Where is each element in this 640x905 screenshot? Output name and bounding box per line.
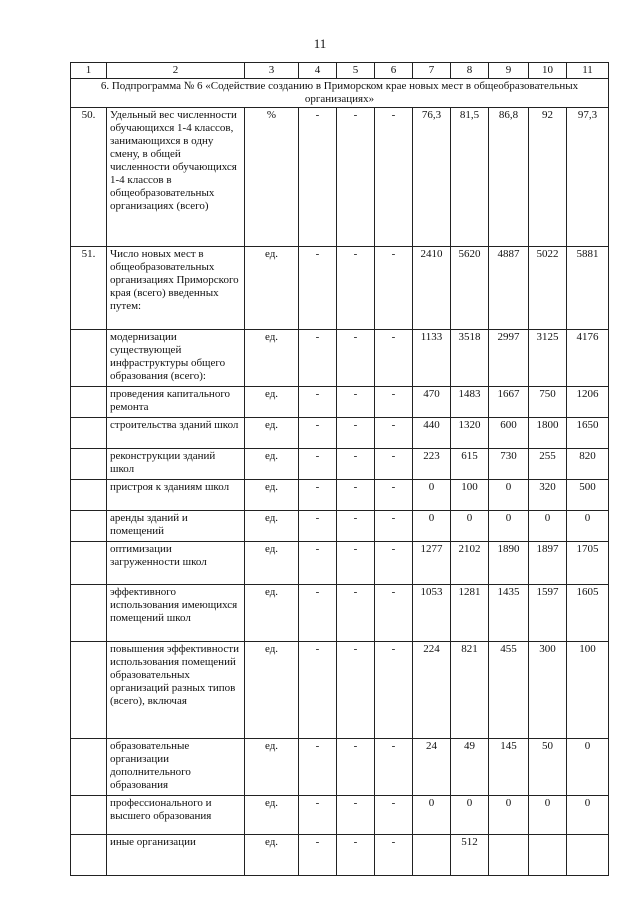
value-cell: 2997 xyxy=(489,330,529,387)
indicator-name: проведения капитального ремонта xyxy=(107,387,245,418)
value-cell: - xyxy=(337,585,375,642)
column-header: 10 xyxy=(529,63,567,79)
value-cell xyxy=(489,835,529,876)
indicator-name: Удельный вес численности обучающихся 1-4 классов, занимающихся в одну смену, в общей численности обучающихся 1-4 классов в общеобразовательных организациях (всего) xyxy=(107,108,245,247)
value-cell: 255 xyxy=(529,449,567,480)
value-cell: - xyxy=(299,796,337,835)
value-cell: - xyxy=(337,642,375,739)
row-number xyxy=(71,642,107,739)
value-cell: 100 xyxy=(451,480,489,511)
value-cell: - xyxy=(337,387,375,418)
row-number xyxy=(71,835,107,876)
value-cell: 100 xyxy=(567,642,609,739)
value-cell: - xyxy=(299,585,337,642)
value-cell: - xyxy=(337,330,375,387)
value-cell: 1435 xyxy=(489,585,529,642)
indicator-name: оптимизации загруженности школ xyxy=(107,542,245,585)
column-header: 1 xyxy=(71,63,107,79)
table-row xyxy=(71,330,609,387)
value-cell: 5881 xyxy=(567,247,609,330)
row-number xyxy=(71,480,107,511)
value-cell: 730 xyxy=(489,449,529,480)
table-row xyxy=(71,835,609,876)
row-number xyxy=(71,449,107,480)
row-number xyxy=(71,418,107,449)
value-cell: 820 xyxy=(567,449,609,480)
value-cell: - xyxy=(337,511,375,542)
value-cell xyxy=(529,835,567,876)
value-cell: - xyxy=(299,480,337,511)
row-number xyxy=(71,511,107,542)
column-header: 4 xyxy=(299,63,337,79)
value-cell: - xyxy=(375,449,413,480)
value-cell: 1281 xyxy=(451,585,489,642)
value-cell: 1053 xyxy=(413,585,451,642)
section-title: 6. Подпрограмма № 6 «Содействие созданию в Приморском крае новых мест в общеобразовательных организациях» xyxy=(71,79,609,108)
value-cell: - xyxy=(375,739,413,796)
value-cell: 600 xyxy=(489,418,529,449)
value-cell: 1705 xyxy=(567,542,609,585)
value-cell: 1800 xyxy=(529,418,567,449)
value-cell: - xyxy=(375,480,413,511)
value-cell: - xyxy=(375,330,413,387)
row-number xyxy=(71,739,107,796)
value-cell: 1897 xyxy=(529,542,567,585)
value-cell: - xyxy=(299,418,337,449)
value-cell: 320 xyxy=(529,480,567,511)
value-cell: 5620 xyxy=(451,247,489,330)
unit-cell: ед. xyxy=(245,585,299,642)
value-cell: 1605 xyxy=(567,585,609,642)
unit-cell: ед. xyxy=(245,739,299,796)
value-cell xyxy=(567,835,609,876)
row-number: 50. xyxy=(71,108,107,247)
value-cell: 1667 xyxy=(489,387,529,418)
table-row xyxy=(71,642,609,739)
row-number xyxy=(71,542,107,585)
table-row xyxy=(71,739,609,796)
value-cell: - xyxy=(375,835,413,876)
value-cell: 1133 xyxy=(413,330,451,387)
value-cell: 1483 xyxy=(451,387,489,418)
value-cell: 0 xyxy=(489,796,529,835)
value-cell: 49 xyxy=(451,739,489,796)
indicator-name: эффективного использования имеющихся помещений школ xyxy=(107,585,245,642)
unit-cell: ед. xyxy=(245,835,299,876)
value-cell: 81,5 xyxy=(451,108,489,247)
value-cell: 615 xyxy=(451,449,489,480)
value-cell: 0 xyxy=(451,796,489,835)
unit-cell: ед. xyxy=(245,330,299,387)
value-cell: - xyxy=(299,511,337,542)
column-header: 6 xyxy=(375,63,413,79)
value-cell: - xyxy=(375,247,413,330)
value-cell: - xyxy=(337,247,375,330)
unit-cell: ед. xyxy=(245,418,299,449)
value-cell: - xyxy=(337,418,375,449)
value-cell: - xyxy=(299,387,337,418)
unit-cell: ед. xyxy=(245,480,299,511)
value-cell: 512 xyxy=(451,835,489,876)
value-cell: 0 xyxy=(567,739,609,796)
indicator-name: реконструкции зданий школ xyxy=(107,449,245,480)
value-cell: - xyxy=(299,247,337,330)
value-cell: 24 xyxy=(413,739,451,796)
value-cell: 86,8 xyxy=(489,108,529,247)
column-header: 5 xyxy=(337,63,375,79)
value-cell: 1206 xyxy=(567,387,609,418)
value-cell: 4887 xyxy=(489,247,529,330)
column-header: 8 xyxy=(451,63,489,79)
value-cell: - xyxy=(375,542,413,585)
column-header: 11 xyxy=(567,63,609,79)
indicator-name: пристроя к зданиям школ xyxy=(107,480,245,511)
value-cell: 0 xyxy=(451,511,489,542)
value-cell: - xyxy=(337,480,375,511)
value-cell: 470 xyxy=(413,387,451,418)
unit-cell: % xyxy=(245,108,299,247)
indicator-name: аренды зданий и помещений xyxy=(107,511,245,542)
value-cell: 0 xyxy=(567,796,609,835)
value-cell: 76,3 xyxy=(413,108,451,247)
value-cell: 223 xyxy=(413,449,451,480)
value-cell: - xyxy=(337,542,375,585)
value-cell: - xyxy=(337,108,375,247)
column-header: 7 xyxy=(413,63,451,79)
table-row xyxy=(71,247,609,330)
value-cell: 455 xyxy=(489,642,529,739)
indicator-name: образовательные организации дополнительного образования xyxy=(107,739,245,796)
value-cell: - xyxy=(375,108,413,247)
table-row xyxy=(71,796,609,835)
indicator-name: строительства зданий школ xyxy=(107,418,245,449)
value-cell: 92 xyxy=(529,108,567,247)
value-cell: - xyxy=(299,739,337,796)
unit-cell: ед. xyxy=(245,511,299,542)
value-cell: 0 xyxy=(529,796,567,835)
value-cell: 0 xyxy=(529,511,567,542)
column-header: 9 xyxy=(489,63,529,79)
indicator-name: профессионального и высшего образования xyxy=(107,796,245,835)
value-cell: 1890 xyxy=(489,542,529,585)
value-cell: 0 xyxy=(489,511,529,542)
value-cell: - xyxy=(375,387,413,418)
value-cell: 750 xyxy=(529,387,567,418)
value-cell: 1277 xyxy=(413,542,451,585)
value-cell: 2102 xyxy=(451,542,489,585)
column-header: 3 xyxy=(245,63,299,79)
value-cell: 300 xyxy=(529,642,567,739)
table-row xyxy=(71,511,609,542)
value-cell: 2410 xyxy=(413,247,451,330)
indicator-name: Число новых мест в общеобразовательных организациях Приморского края (всего) введенных путем: xyxy=(107,247,245,330)
unit-cell: ед. xyxy=(245,387,299,418)
value-cell: 145 xyxy=(489,739,529,796)
value-cell: - xyxy=(299,449,337,480)
table-row xyxy=(71,542,609,585)
indicator-name: модернизации существующей инфраструктуры общего образования (всего): xyxy=(107,330,245,387)
indicator-name: иные организации xyxy=(107,835,245,876)
value-cell: 0 xyxy=(489,480,529,511)
row-number xyxy=(71,585,107,642)
value-cell: 97,3 xyxy=(567,108,609,247)
unit-cell: ед. xyxy=(245,542,299,585)
column-header: 2 xyxy=(107,63,245,79)
row-number: 51. xyxy=(71,247,107,330)
value-cell: - xyxy=(299,108,337,247)
value-cell: 224 xyxy=(413,642,451,739)
value-cell: 50 xyxy=(529,739,567,796)
value-cell: 0 xyxy=(413,796,451,835)
value-cell: 3125 xyxy=(529,330,567,387)
value-cell: - xyxy=(375,511,413,542)
row-number xyxy=(71,330,107,387)
value-cell: 1650 xyxy=(567,418,609,449)
row-number xyxy=(71,796,107,835)
value-cell xyxy=(413,835,451,876)
value-cell: - xyxy=(337,449,375,480)
value-cell: - xyxy=(299,330,337,387)
unit-cell: ед. xyxy=(245,796,299,835)
table-row xyxy=(71,418,609,449)
indicators-table xyxy=(70,62,609,876)
value-cell: - xyxy=(337,739,375,796)
section-row xyxy=(71,79,609,108)
table-row xyxy=(71,449,609,480)
value-cell: 0 xyxy=(413,511,451,542)
table-row xyxy=(71,387,609,418)
table-row xyxy=(71,108,609,247)
table-row xyxy=(71,480,609,511)
value-cell: 1597 xyxy=(529,585,567,642)
header-row xyxy=(71,63,609,79)
indicator-name: повышения эффективности использования помещений образовательных организаций разных типов (всего), включая xyxy=(107,642,245,739)
value-cell: 0 xyxy=(567,511,609,542)
unit-cell: ед. xyxy=(245,247,299,330)
value-cell: 0 xyxy=(413,480,451,511)
value-cell: - xyxy=(299,835,337,876)
value-cell: 3518 xyxy=(451,330,489,387)
value-cell: - xyxy=(375,418,413,449)
value-cell: 4176 xyxy=(567,330,609,387)
value-cell: 821 xyxy=(451,642,489,739)
page-number: 11 xyxy=(313,36,327,51)
value-cell: - xyxy=(375,642,413,739)
row-number xyxy=(71,387,107,418)
value-cell: - xyxy=(299,542,337,585)
value-cell: - xyxy=(375,585,413,642)
value-cell: 1320 xyxy=(451,418,489,449)
unit-cell: ед. xyxy=(245,642,299,739)
table-row xyxy=(71,585,609,642)
value-cell: - xyxy=(337,835,375,876)
value-cell: - xyxy=(375,796,413,835)
value-cell: - xyxy=(337,796,375,835)
value-cell: 5022 xyxy=(529,247,567,330)
value-cell: 440 xyxy=(413,418,451,449)
unit-cell: ед. xyxy=(245,449,299,480)
value-cell: 500 xyxy=(567,480,609,511)
value-cell: - xyxy=(299,642,337,739)
